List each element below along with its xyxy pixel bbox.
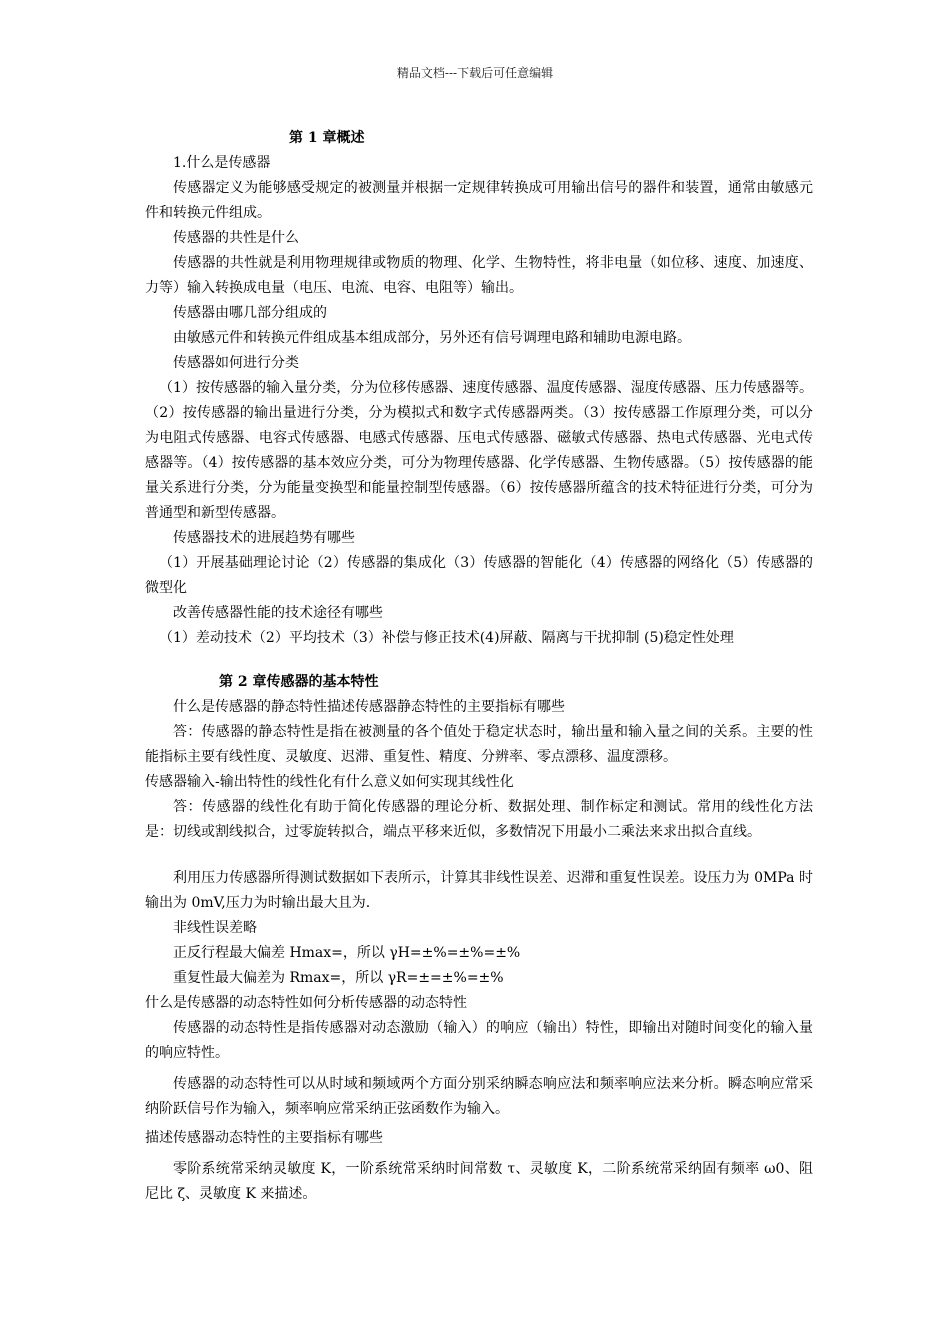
question-what-is-sensor: 1.什么是传感器 bbox=[173, 155, 271, 171]
question-sensor-components: 传感器由哪几部分组成的 bbox=[173, 305, 327, 321]
question-static-characteristics: 什么是传感器的静态特性描述传感器静态特性的主要指标有哪些 bbox=[173, 699, 565, 715]
answer-sensor-definition: 传感器定义为能够感受规定的被测量并根据一定规律转换成可用输出信号的器件和装置，通常由敏感元件和转换元件组成。 bbox=[145, 180, 813, 221]
section-gap bbox=[145, 845, 813, 866]
nonlinearity-error: 非线性误差略 bbox=[173, 920, 257, 936]
answer-dynamic-indicators: 零阶系统常采纳灵敏度 K，一阶系统常采纳时间常数 τ、灵敏度 K，二阶系统常采纳固有频率 ω0、阻尼比 ζ、灵敏度 K 来描述。 bbox=[145, 1161, 813, 1202]
answer-dynamic-analysis: 传感器的动态特性可以从时域和频域两个方面分别采纳瞬态响应法和频率响应法来分析。瞬态响应常采纳阶跃信号作为输入，频率响应常采纳正弦函数作为输入。 bbox=[145, 1076, 813, 1117]
section-gap bbox=[145, 651, 813, 670]
question-sensor-trends: 传感器技术的进展趋势有哪些 bbox=[173, 530, 355, 546]
answer-sensor-classification: （1）按传感器的输入量分类，分为位移传感器、速度传感器、温度传感器、湿度传感器、压力传感器等。（2）按传感器的输出量进行分类，分为模拟式和数字式传感器两类。（3）按传感器工作原理分类，可以分为电阻式传感器、电容式传感器、电感式传感器、压电式传感器、磁敏式传感器、热电式传感器、光电式传感器等。（4）按传感器的基本效应分类，可分为物理传感器、化学传感器、生物传感器。（5）按传感器的能量关系进行分类，分为能量变换型和能量控制型传感器。（6）按传感器所蕴含的技术特征进行分类，可分为普通型和新型传感器。 bbox=[145, 380, 813, 521]
question-dynamic-characteristics: 什么是传感器的动态特性如何分析传感器的动态特性 bbox=[145, 995, 467, 1011]
answer-sensor-commonality: 传感器的共性就是利用物理规律或物质的物理、化学、生物特性，将非电量（如位移、速度、加速度、力等）输入转换成电量（电压、电流、电容、电阻等）输出。 bbox=[145, 255, 813, 296]
question-improve-performance: 改善传感器性能的技术途径有哪些 bbox=[173, 605, 383, 621]
chapter-2-title: 第 2 章传感器的基本特性 bbox=[219, 674, 379, 690]
page-header: 精品文档---下载后可任意编辑 bbox=[396, 66, 554, 80]
answer-improve-performance: （1）差动技术（2）平均技术（3）补偿与修正技术(4)屏蔽、隔离与干扰抑制 (5)稳定性处理 bbox=[159, 630, 734, 646]
answer-linearization: 答：传感器的线性化有助于简化传感器的理论分析、数据处理、制作标定和测试。常用的线性化方法是：切线或割线拟合，过零旋转拟合，端点平移来近似，多数情况下用最小二乘法来求出拟合直线。 bbox=[145, 799, 813, 840]
chapter-1-title: 第 1 章概述 bbox=[289, 130, 365, 146]
answer-sensor-trends: （1）开展基础理论讨论（2）传感器的集成化（3）传感器的智能化（4）传感器的网络化（5）传感器的微型化 bbox=[145, 555, 813, 596]
repeatability-error: 重复性最大偏差为 Rmax=，所以 γR=±=±%=±% bbox=[173, 970, 504, 986]
answer-dynamic-characteristics: 传感器的动态特性是指传感器对动态激励（输入）的响应（输出）特性，即输出对随时间变化的输入量的响应特性。 bbox=[145, 1020, 813, 1061]
hysteresis-error: 正反行程最大偏差 Hmax=，所以 γH=±%=±%=±% bbox=[173, 945, 521, 961]
question-sensor-classification: 传感器如何进行分类 bbox=[173, 355, 299, 371]
pressure-sensor-problem: 利用压力传感器所得测试数据如下表所示，计算其非线性误差、迟滞和重复性误差。设压力为 0MPa 时输出为 0mV,压力为时输出最大且为. bbox=[145, 870, 813, 911]
question-sensor-commonality: 传感器的共性是什么 bbox=[173, 230, 299, 246]
answer-static-characteristics: 答：传感器的静态特性是指在被测量的各个值处于稳定状态时，输出量和输入量之间的关系。主要的性能指标主要有线性度、灵敏度、迟滞、重复性、精度、分辨率、零点漂移、温度漂移。 bbox=[145, 724, 813, 765]
question-linearization: 传感器输入-输出特性的线性化有什么意义如何实现其线性化 bbox=[145, 774, 514, 790]
document-body bbox=[145, 126, 813, 1207]
answer-sensor-components: 由敏感元件和转换元件组成基本组成部分，另外还有信号调理电路和辅助电源电路。 bbox=[173, 330, 691, 346]
question-dynamic-indicators: 描述传感器动态特性的主要指标有哪些 bbox=[145, 1130, 383, 1146]
